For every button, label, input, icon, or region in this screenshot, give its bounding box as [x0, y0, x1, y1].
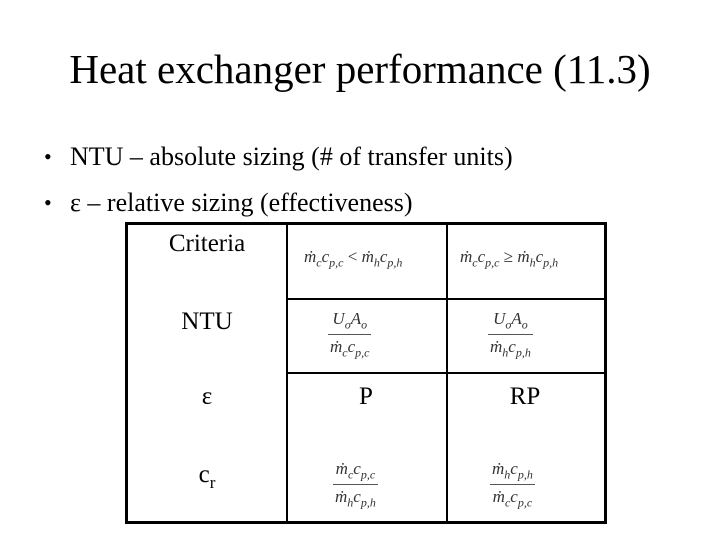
capacity-ratio-formula-col1: $ṁ_cc_{p,c}$ $ṁ_hc_{p,h}$: [335, 459, 376, 510]
bullet-text-ntu: NTU – absolute sizing (# of transfer units): [70, 142, 513, 171]
bullet-item-ntu: [44, 134, 513, 180]
bullet-dot-icon: •: [44, 190, 52, 215]
effectiveness-col2-value: RP: [509, 383, 541, 410]
criteria-header-label: Criteria: [168, 230, 246, 257]
criteria-condition-less: $ṁ_cc_{p,c}$ < $ṁ_hc_{p,h}$: [304, 247, 403, 270]
criteria-table: [125, 222, 607, 524]
slide-title: Heat exchanger performance (11.3): [69, 46, 651, 92]
table-divider: [286, 372, 604, 374]
ntu-formula-col2: $U_oA_o$ $ṁ_hc_{p,h}$: [490, 309, 531, 360]
bullet-list: [44, 134, 513, 226]
effectiveness-col1-value: P: [359, 383, 373, 410]
capacity-ratio-row-label: $c_r$: [198, 461, 216, 492]
bullet-dot-icon: •: [44, 144, 52, 169]
capacity-ratio-formula-col2: $ṁ_hc_{p,h}$ $ṁ_cc_{p,c}$: [492, 459, 533, 510]
criteria-condition-greater-equal: $ṁ_cc_{p,c}$ ≥ $ṁ_hc_{p,h}$: [460, 247, 559, 270]
bullet-text-effectiveness: ε – relative sizing (effectiveness): [70, 188, 413, 217]
effectiveness-row-label: ε: [201, 383, 213, 410]
ntu-formula-col1: $U_oA_o$ $ṁ_cc_{p,c}$: [330, 309, 370, 360]
ntu-row-label: NTU: [181, 308, 233, 335]
table-divider: [286, 298, 604, 300]
bullet-item-effectiveness: [44, 180, 513, 226]
